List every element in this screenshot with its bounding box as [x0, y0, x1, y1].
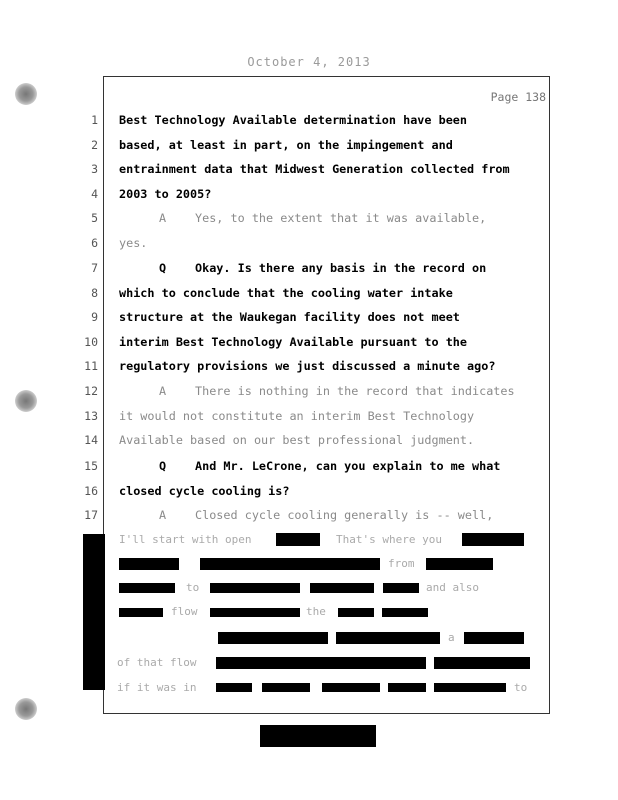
redaction-block: [210, 608, 300, 617]
transcript-line: yes.: [119, 236, 148, 250]
redaction-block: [119, 608, 163, 617]
redaction-block: [216, 683, 252, 692]
line-number: 7: [91, 261, 98, 275]
transcript-line: 2003 to 2005?: [119, 187, 212, 201]
answer-text: Closed cycle cooling generally is -- well,: [195, 508, 494, 522]
punch-hole-bottom: [15, 698, 37, 720]
transcript-line: structure at the Waukegan facility does not meet: [119, 310, 460, 324]
transcript-line: Best Technology Available determination have been: [119, 113, 468, 127]
redaction-block: [382, 608, 428, 617]
redacted-fragment: I'll start with open: [119, 533, 252, 546]
line-number: 17: [84, 508, 98, 522]
transcript-line: based, at least in part, on the impingement and: [119, 138, 453, 152]
redacted-fragment: the: [306, 605, 326, 618]
transcript-line: it would not constitute an interim Best Technology: [119, 409, 475, 423]
line-number: 6: [91, 236, 98, 250]
transcript-line: [119, 508, 539, 522]
redaction-block: [119, 558, 179, 570]
answer-text: There is nothing in the record that indicates: [195, 384, 515, 398]
redacted-fragment: to: [186, 581, 200, 594]
line-number: 16: [84, 484, 98, 498]
redaction-block: [426, 558, 493, 570]
transcript-line: entrainment data that Midwest Generation collected from: [119, 162, 510, 176]
answer-marker: A: [159, 508, 167, 522]
redacted-fragment: That's where you: [336, 533, 442, 546]
redaction-block: [276, 533, 320, 546]
redaction-block: [262, 683, 310, 692]
redaction-block: [434, 657, 530, 669]
redacted-fragment: to: [514, 681, 528, 694]
question-text: Okay. Is there any basis in the record on: [195, 261, 487, 275]
line-number: 11: [84, 359, 98, 373]
line-number: 8: [91, 286, 98, 300]
answer-text: Yes, to the extent that it was available,: [195, 211, 487, 225]
line-number: 13: [84, 409, 98, 423]
transcript-line: closed cycle cooling is?: [119, 484, 290, 498]
punch-hole-top: [15, 83, 37, 105]
redaction-block: [388, 683, 426, 692]
transcript-line: regulatory provisions we just discussed a minute ago?: [119, 359, 496, 373]
transcript-line: [119, 384, 539, 398]
redacted-fragment: from: [388, 557, 415, 570]
redaction-block: [338, 608, 374, 617]
line-number: 1: [91, 113, 98, 127]
redacted-fragment: if it was in: [117, 681, 197, 694]
redaction-block: [310, 583, 374, 593]
header-date: October 4, 2013: [247, 55, 371, 69]
redacted-fragment: a: [448, 631, 455, 644]
line-number: 12: [84, 384, 98, 398]
question-marker: Q: [159, 459, 167, 473]
redaction-block: [462, 533, 524, 546]
transcript-line: [119, 211, 539, 225]
redaction-block: [200, 558, 380, 570]
redaction-block: [216, 657, 426, 669]
redaction-block: [434, 683, 506, 692]
line-number: 2: [91, 138, 98, 152]
answer-marker: A: [159, 384, 167, 398]
redaction-block: [210, 583, 300, 593]
redacted-fragment: flow: [171, 605, 198, 618]
redacted-fragment: and also: [426, 581, 479, 594]
line-number: 9: [91, 310, 98, 324]
redaction-block: [322, 683, 380, 692]
line-number: 3: [91, 162, 98, 176]
question-marker: Q: [159, 261, 167, 275]
redaction-block: [336, 632, 440, 644]
redaction-block: [119, 583, 175, 593]
transcript-line: interim Best Technology Available pursuant to the: [119, 335, 468, 349]
footer-redaction: [260, 725, 376, 747]
redaction-block: [464, 632, 524, 644]
line-number: 10: [84, 335, 98, 349]
redaction-block: [383, 583, 419, 593]
transcript-line: [119, 261, 539, 275]
margin-redaction-bar: [83, 534, 105, 690]
transcript-line: Available based on our best professional judgment.: [119, 433, 475, 447]
transcript-line: which to conclude that the cooling water intake: [119, 286, 453, 300]
redacted-fragment: of that flow: [117, 656, 197, 669]
line-number: 4: [91, 187, 98, 201]
transcript-line: [119, 459, 539, 473]
line-number: 5: [91, 211, 98, 225]
answer-marker: A: [159, 211, 167, 225]
line-number: 15: [84, 459, 98, 473]
page-number: Page 138: [490, 90, 546, 104]
redaction-block: [218, 632, 328, 644]
question-text: And Mr. LeCrone, can you explain to me what: [195, 459, 501, 473]
punch-hole-middle: [15, 390, 37, 412]
line-number: 14: [84, 433, 98, 447]
